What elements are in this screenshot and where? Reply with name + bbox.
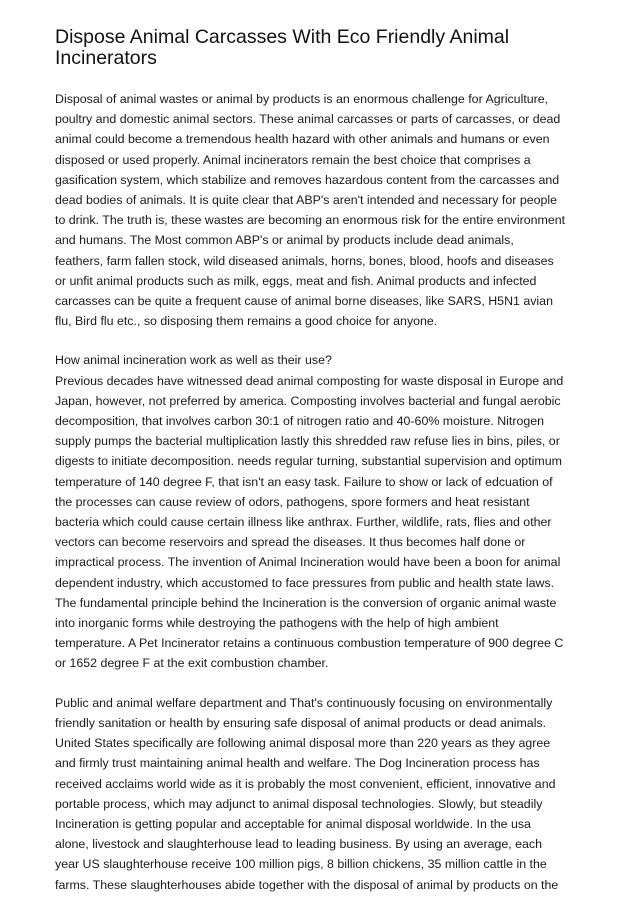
paragraph-intro: Disposal of animal wastes or animal by products is an enormous challenge for Agriculture, poultry and domestic animal sectors. These animal carcasses or parts of carcasses, or dead animal could become a tremendous health hazard with other animals and humans or even disposed or used properly. Animal incinerators remain the best choice that comprises a gasification system, which stabilize and removes hazardous content from the carcasses and dead bodies of animals. It is quite clear that ABP's aren't intended and necessary for people to drink. The truth is, these wastes are becoming an enormous risk for the entire environment and humans. The Most common ABP's or animal by products include dead animals, feathers, farm fallen stock, wild diseased animals, horns, bones, blood, hoofs and diseases or unfit animal products such as milk, eggs, meat and fish. Animal products and infected carcasses can be quite a frequent cause of animal borne diseases, like SARS, H5N1 avian flu, Bird flu etc., so disposing them remains a good choice for anyone. (55, 92, 566, 329)
paragraph-incineration-use: How animal incineration work as well as their use? Previous decades have witnessed dead animal composting for waste disposal in Europe and Japan, however, not preferred by america. Composting involves bacterial and fungal aerobic decomposition, that involves carbon 30:1 of nitrogen ratio and 40-60% moisture. Nitrogen supply pumps the bacterial multiplication lastly this shredded raw refuse lies in bins, piles, or digests to initiate decomposition. needs regular turning, substantial supervision and optimum temperature of 140 degree F, that isn't an easy task. Failure to show or lack of edcuation of the processes can cause review of odors, pathogens, spore formers and heat resistant bacteria which could cause certain illness like anthrax. Further, wildlife, rats, flies and other vectors can become reservoirs and spread the diseases. It thus becomes half done or impractical process. The invention of Animal Incineration would have been a boon for animal dependent industry, which accustomed to face pressures from public and health state laws. The fundamental principle behind the Incineration is the conversion of organic animal waste into inorganic forms while destroying the pathogens with the help of high ambient temperature. A Pet Incinerator retains a continuous combustion temperature of 900 degree C or 1652 degree F at the exit combustion chamber. (55, 353, 564, 671)
paragraph-public-welfare: Public and animal welfare department and That's continuously focusing on environmentally friendly sanitation or health by ensuring safe disposal of animal products or dead animals. United States specifically are following animal disposal more than 220 years as they agree and firmly trust maintaining animal health and welfare. The Dog Incineration process has received acclaims world wide as it is probably the most convenient, efficient, innovative and portable process, which may adjunct to animal disposal technologies. Slowly, but steadily Incineration is getting popular and acceptable for animal disposal worldwide. In the usa alone, livestock and slaughterhouse lead to leading business. By using an average, each year US slaughterhouse receive 100 million pigs, 8 billion chickens, 35 million cattle in the farms. These slaughterhouses abide together with the disposal of animal by products on the (55, 695, 559, 892)
document-title: Dispose Animal Carcasses With Eco Friendly Animal Incinerators (55, 26, 510, 69)
